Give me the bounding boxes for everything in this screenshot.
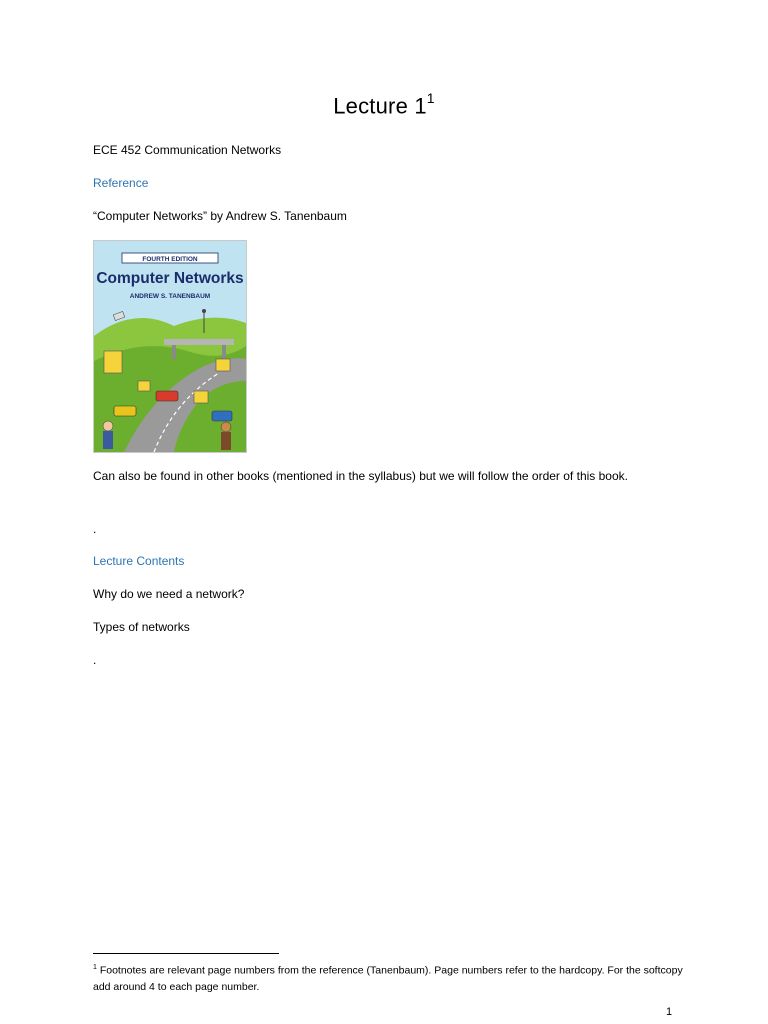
cover-author: ANDREW S. TANENBAUM — [129, 293, 211, 300]
footnote-mark: 1 — [93, 964, 97, 971]
separator-dot-2: . — [93, 653, 97, 667]
page-number: 1 — [666, 1006, 673, 1018]
contents-item-2: Types of networks — [93, 620, 190, 634]
footnote-text: Footnotes are relevant page numbers from the reference (Tanenbaum). Page numbers refer to the hardcopy. For the softcopy add around 4 to each page number. — [93, 964, 683, 993]
reference-text: “Computer Networks” by Andrew S. Tanenbaum — [93, 209, 347, 223]
footnote-divider — [93, 953, 279, 954]
contents-heading: Lecture Contents — [93, 554, 185, 568]
cover-title: Computer Networks — [96, 270, 244, 287]
course-name: ECE 452 Communication Networks — [93, 143, 282, 157]
footnote — [93, 960, 693, 995]
title-text: Lecture 1 — [333, 93, 427, 119]
cover-edition: FOURTH EDITION — [142, 256, 198, 263]
reference-heading: Reference — [93, 176, 149, 190]
book-cover-image — [93, 240, 247, 453]
contents-item-1: Why do we need a network? — [93, 587, 245, 601]
title-footnote-mark: 1 — [426, 90, 435, 106]
separator-dot-1: . — [93, 522, 97, 536]
page-title — [0, 92, 768, 119]
also-found-text: Can also be found in other books (mentioned in the syllabus) but we will follow the order of this book. — [93, 469, 628, 483]
